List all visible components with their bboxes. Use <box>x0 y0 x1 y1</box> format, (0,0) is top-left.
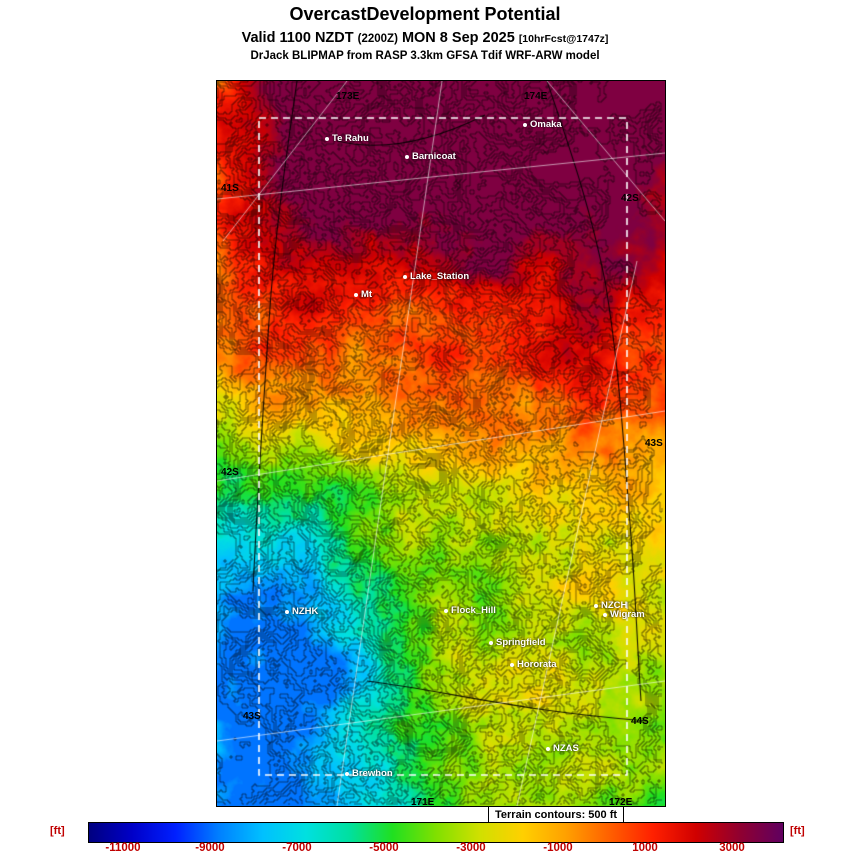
valid-line <box>0 30 850 46</box>
waypoint-label: Hororata <box>517 659 557 670</box>
valid-time: Valid 1100 NZDT <box>241 30 354 46</box>
graticule-label-174E-1: 174E <box>524 91 548 102</box>
colorbar-tick-3: -5000 <box>369 842 399 854</box>
graticule-label-172E-9: 172E <box>609 797 633 807</box>
valid-utc: (2200Z) <box>357 33 398 45</box>
waypoint-label: Barnicoat <box>412 151 456 162</box>
waypoint-label: Mt <box>361 289 373 300</box>
graticule-label-171E-8: 171E <box>411 797 435 807</box>
graticule-label-44S-7: 44S <box>631 716 649 727</box>
model-line: DrJack BLIPMAP from RASP 3.3km GFSA Tdif WRF-ARW model <box>250 50 600 62</box>
forecast-tag: [10hrFcst@1747z] <box>518 33 609 45</box>
waypoint-label: Brewhon <box>352 768 393 779</box>
colorbar-tick-7: 3000 <box>719 842 745 854</box>
map-raster <box>217 81 665 806</box>
graticule-label-42S-3: 42S <box>621 193 639 204</box>
colorbar-ticks <box>0 842 850 860</box>
terrain-contour-note: Terrain contours: 500 ft <box>488 806 624 825</box>
waypoint-label: NZAS <box>553 743 579 754</box>
colorbar-tick-0: -11000 <box>105 842 141 854</box>
waypoint-label: Flock_Hill <box>451 605 496 616</box>
page-title: OvercastDevelopment Potential <box>289 4 561 24</box>
valid-date: MON 8 Sep 2025 <box>401 30 515 46</box>
graticule-label-43S-6: 43S <box>243 711 261 722</box>
waypoint-label: Lake_Station <box>410 271 470 282</box>
graticule-label-43S-5: 43S <box>645 438 663 449</box>
colorbar-tick-5: -1000 <box>543 842 573 854</box>
colorbar-gradient <box>88 822 784 843</box>
title-block <box>0 0 850 62</box>
graticule-label-42S-4: 42S <box>221 467 239 478</box>
waypoint-label: Te Rahu <box>332 133 369 144</box>
colorbar-tick-4: -3000 <box>456 842 486 854</box>
forecast-map[interactable] <box>216 80 666 807</box>
colorbar-tick-6: 1000 <box>632 842 658 854</box>
waypoint-label: NZHK <box>292 606 319 617</box>
colorbar-tick-1: -9000 <box>195 842 225 854</box>
colorbar-unit-left: [ft] <box>50 825 65 837</box>
graticule-label-41S-2: 41S <box>221 183 239 194</box>
graticule-label-173E-0: 173E <box>336 91 360 102</box>
waypoint-label: Wigram <box>610 609 645 620</box>
waypoint-label: Springfield <box>496 637 546 648</box>
waypoint-label: NZCH <box>601 600 628 611</box>
colorbar-tick-2: -7000 <box>282 842 312 854</box>
colorbar-unit-right: [ft] <box>790 825 805 837</box>
colorbar <box>0 820 850 860</box>
waypoint-label: Omaka <box>530 119 562 130</box>
